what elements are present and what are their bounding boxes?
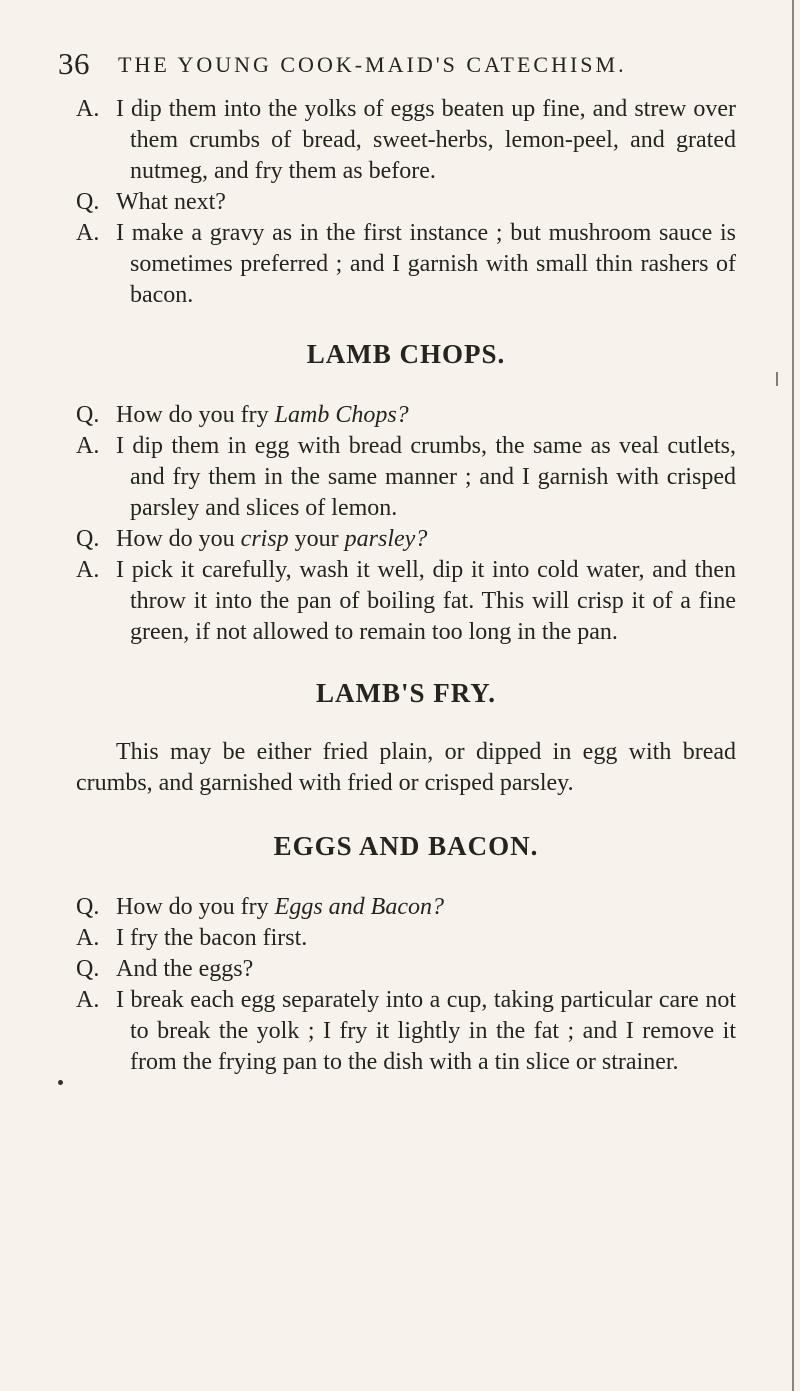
question-label: Q.: [76, 402, 100, 428]
margin-mark: [776, 372, 778, 386]
answer-text: I dip them into the yolks of eggs beaten up fine, and strew over them crumbs of bread, sweet-herbs, lemon-peel, and grated nutmeg, and fry them as before.: [116, 96, 736, 184]
question-text: How do you fry: [116, 402, 269, 428]
answer-label: A.: [76, 557, 100, 583]
answer-text: I fry the bacon first.: [116, 925, 308, 951]
answer-label: A.: [76, 987, 100, 1013]
page-edge-line: [792, 0, 794, 1391]
question-paragraph: [76, 187, 736, 218]
answer-text: I break each egg separately into a cup, taking particular care not to break the yolk ; I fry it lightly in the fat ; and I remove it from the frying pan to the dish with a tin slice or strainer.: [116, 987, 736, 1075]
question-paragraph: [76, 954, 736, 985]
body-paragraph: This may be either fried plain, or dipped in egg with bread crumbs, and garnished with fried or crisped parsley.: [76, 739, 736, 796]
margin-dot: [58, 1080, 63, 1085]
answer-label: A.: [76, 96, 100, 122]
page-body: [76, 94, 736, 1078]
answer-paragraph: [76, 218, 736, 311]
italic-word: parsley?: [344, 526, 428, 552]
question-text: How do you fry: [116, 894, 269, 920]
italic-word: crisp: [240, 526, 289, 552]
italic-phrase: Eggs and Bacon?: [274, 894, 444, 920]
page-number: 36: [58, 46, 90, 81]
question-label: Q.: [76, 894, 100, 920]
answer-label: A.: [76, 220, 100, 246]
answer-paragraph: [76, 94, 736, 187]
question-label: Q.: [76, 526, 100, 552]
answer-label: A.: [76, 433, 100, 459]
question-label: Q.: [76, 956, 100, 982]
question-text: And the eggs?: [116, 956, 254, 982]
question-text: How do you: [116, 526, 235, 552]
answer-label: A.: [76, 925, 100, 951]
italic-phrase: Lamb Chops?: [274, 402, 409, 428]
question-text: What next?: [116, 189, 226, 215]
question-paragraph: [76, 892, 736, 923]
question-paragraph: [76, 400, 736, 431]
section-heading-lamb-chops: LAMB CHOPS.: [306, 339, 506, 369]
answer-paragraph: [76, 985, 736, 1078]
section-heading-eggs-and-bacon: EGGS AND BACON.: [273, 831, 539, 861]
answer-paragraph: [76, 431, 736, 524]
answer-text: I dip them in egg with bread crumbs, the same as veal cutlets, and fry them in the same manner ; and I garnish with crisped parsley and slices of lemon.: [116, 433, 736, 521]
answer-text: I pick it carefully, wash it well, dip it into cold water, and then throw it into the pan of boiling fat. This will crisp it of a fine green, if not allowed to remain too long in the pan.: [116, 557, 736, 645]
running-title: THE YOUNG COOK-MAID'S CATECHISM.: [118, 52, 627, 77]
answer-text: I make a gravy as in the first instance ; but mushroom sauce is sometimes preferred ; and I garnish with small thin rashers of bacon.: [116, 220, 736, 308]
running-head: [58, 46, 758, 82]
answer-paragraph: [76, 923, 736, 954]
question-label: Q.: [76, 189, 100, 215]
question-paragraph: [76, 524, 736, 555]
answer-paragraph: [76, 555, 736, 648]
question-text-middle: your: [294, 526, 339, 552]
section-heading-lambs-fry: LAMB'S FRY.: [315, 678, 497, 708]
